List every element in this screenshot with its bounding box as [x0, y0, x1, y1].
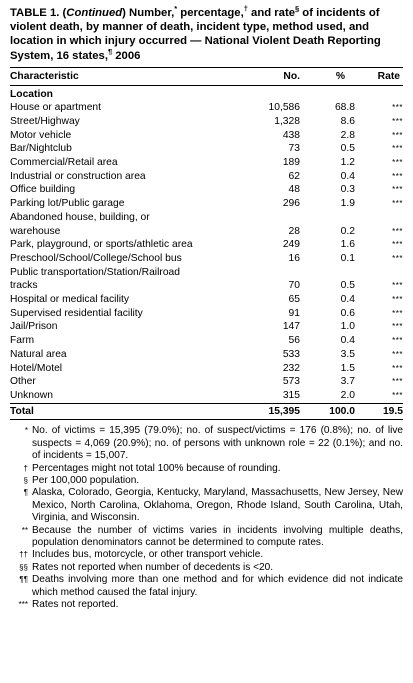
footnote [10, 562, 403, 574]
row-rate: *** [392, 116, 403, 126]
row-rate: *** [392, 308, 403, 318]
row-rate: *** [392, 103, 403, 113]
table-row [10, 129, 403, 143]
table-title [10, 6, 403, 63]
row-label: Motor vehicle [10, 129, 72, 141]
row-percent: 1.0 [340, 321, 355, 333]
table-row [10, 197, 403, 211]
footnote-mark: †† [19, 550, 28, 560]
row-label: Hospital or medical facility [10, 294, 130, 306]
title-part-5: 2006 [112, 49, 141, 62]
total-label: Total [10, 403, 242, 420]
footnote-mark: § [295, 4, 300, 14]
table-row [10, 348, 403, 362]
footnote-mark: *** [18, 600, 28, 610]
footnote [10, 599, 403, 611]
table-row [10, 225, 403, 239]
row-number: 315 [282, 389, 300, 401]
footnote-text: Deaths involving more than one method and for which evidence did not indicate which method caused the fatal injury. [32, 574, 403, 598]
footnote-mark: ** [21, 525, 28, 535]
row-number: 1,328 [274, 115, 300, 127]
row-percent: 1.6 [340, 239, 355, 251]
title-part-3: and rate [247, 7, 295, 19]
title-part-2: percentage, [177, 7, 244, 19]
footnote [10, 425, 403, 462]
table-row [10, 320, 403, 334]
footnote [10, 475, 403, 487]
row-number: 91 [288, 307, 300, 319]
footnote-mark: ¶ [107, 46, 113, 56]
footnote-text: Percentages might not total 100% because of rounding. [32, 462, 281, 474]
column-header-number: No. [242, 67, 300, 85]
footnote [10, 463, 403, 475]
footnote-text: Rates not reported when number of decedents is <20. [32, 561, 273, 573]
row-number: 10,586 [268, 102, 300, 114]
row-rate: *** [392, 253, 403, 263]
total-number: 15,395 [242, 403, 300, 420]
row-rate: *** [392, 199, 403, 209]
title-part-4: of incidents of violent death, by manner of death, incident type, method used, and location in which injury occurred — National Violent Death Reporting System, 16 states, [10, 7, 381, 62]
row-rate: *** [392, 363, 403, 373]
row-rate: *** [392, 322, 403, 332]
row-label: Natural area [10, 348, 67, 360]
table-row [10, 156, 403, 170]
row-number: 56 [288, 335, 300, 347]
table-row [10, 362, 403, 376]
row-rate: *** [392, 171, 403, 181]
table-row [10, 279, 403, 293]
footnote-mark: * [24, 426, 28, 436]
row-label: Supervised residential facility [10, 307, 143, 319]
footnote-mark: ¶ [23, 488, 28, 498]
row-percent: 1.5 [340, 362, 355, 374]
row-number: 70 [288, 280, 300, 292]
row-label: Preschool/School/College/School bus [10, 252, 182, 264]
column-header-rate: Rate [355, 67, 403, 85]
row-label: Abandoned house, building, or [10, 211, 150, 223]
row-label: Street/Highway [10, 115, 80, 127]
row-label: Park, playground, or sports/athletic area [10, 239, 193, 251]
table-row [10, 170, 403, 184]
row-rate: *** [392, 336, 403, 346]
row-number: 28 [288, 225, 300, 237]
table-row [10, 252, 403, 266]
row-number: 65 [288, 294, 300, 306]
row-label: Unknown [10, 389, 53, 401]
row-label: Bar/Nightclub [10, 143, 72, 155]
table-row [10, 389, 403, 403]
row-number: 73 [288, 143, 300, 155]
row-number: 533 [282, 348, 300, 360]
row-label-continued: warehouse [10, 225, 61, 237]
table-row [10, 142, 403, 156]
footnote-mark: † [23, 463, 28, 473]
row-percent: 2.8 [340, 129, 355, 141]
row-rate: *** [392, 158, 403, 168]
title-continued: Continued [66, 7, 123, 19]
row-label: Other [10, 376, 36, 388]
table-row [10, 375, 403, 389]
row-percent: 0.4 [340, 335, 355, 347]
row-number: 16 [288, 252, 300, 264]
total-percent: 100.0 [300, 403, 355, 420]
table-row [10, 101, 403, 115]
row-percent: 0.5 [340, 143, 355, 155]
footnote-mark: ¶¶ [19, 575, 28, 585]
footnote-text: Per 100,000 population. [32, 475, 140, 487]
row-number: 232 [282, 362, 300, 374]
table-row [10, 238, 403, 252]
row-percent: 3.7 [340, 376, 355, 388]
row-percent: 8.6 [340, 115, 355, 127]
column-header-percent: % [300, 67, 355, 85]
row-rate: *** [392, 377, 403, 387]
footnote-text: Alaska, Colorado, Georgia, Kentucky, Maryland, Massachusetts, New Jersey, New Mexico, North Carolina, Oklahoma, Oregon, Rhode Island, South Carolina, Utah, Virginia, and Wisconsin. [32, 487, 403, 524]
title-part-1: ) Number, [122, 7, 175, 19]
footnote-text: Because the number of victims varies in incidents involving multiple deaths, population denominators cannot be determined to compute rates. [32, 524, 403, 549]
row-percent: 0.2 [340, 225, 355, 237]
footnote-mark: † [243, 4, 248, 14]
footnote-mark: § [23, 476, 28, 486]
section-label: Location [10, 88, 53, 100]
footnotes [10, 425, 403, 611]
footnote-text: No. of victims = 15,395 (79.0%); no. of suspect/victims = 176 (0.8%); no. of live suspects = 4,069 (20.9%); no. of persons with unknown role = 22 (0.1%); and no. of incidents = 15,007. [32, 425, 403, 462]
row-number: 62 [288, 170, 300, 182]
row-percent: 1.2 [340, 157, 355, 169]
row-label: House or apartment [10, 102, 102, 114]
table-row [10, 266, 403, 280]
total-rate: 19.5 [355, 403, 403, 420]
data-table [10, 67, 403, 421]
row-percent: 0.1 [340, 252, 355, 264]
row-rate: *** [392, 390, 403, 400]
row-rate: *** [392, 281, 403, 291]
footnote-text: Rates not reported. [32, 599, 119, 611]
row-label: Public transportation/Station/Railroad [10, 266, 180, 278]
row-label: Hotel/Motel [10, 362, 63, 374]
row-percent: 0.4 [340, 294, 355, 306]
table-row [10, 334, 403, 348]
row-percent: 68.8 [334, 102, 355, 114]
row-percent: 0.4 [340, 170, 355, 182]
row-number: 147 [282, 321, 300, 333]
row-rate: *** [392, 185, 403, 195]
row-rate: *** [392, 130, 403, 140]
row-percent: 0.3 [340, 184, 355, 196]
row-percent: 0.6 [340, 307, 355, 319]
row-rate: *** [392, 295, 403, 305]
row-number: 48 [288, 184, 300, 196]
row-label: Office building [10, 184, 76, 196]
row-label-continued: tracks [10, 280, 38, 292]
row-number: 438 [282, 129, 300, 141]
table-row [10, 293, 403, 307]
footnote-mark: * [174, 4, 178, 14]
row-percent: 3.5 [340, 348, 355, 360]
table-body [10, 85, 403, 420]
row-rate: *** [392, 144, 403, 154]
row-rate: *** [392, 226, 403, 236]
row-number: 189 [282, 157, 300, 169]
row-percent: 2.0 [340, 389, 355, 401]
row-percent: 0.5 [340, 280, 355, 292]
row-label: Parking lot/Public garage [10, 198, 125, 210]
table-row [10, 211, 403, 225]
footnote-text: Includes bus, motorcycle, or other transport vehicle. [32, 549, 264, 561]
table-row [10, 183, 403, 197]
table-row [10, 115, 403, 129]
row-label: Jail/Prison [10, 321, 58, 333]
row-number: 249 [282, 239, 300, 251]
row-number: 296 [282, 198, 300, 210]
row-label: Commercial/Retail area [10, 157, 118, 169]
footnote-mark: §§ [19, 562, 28, 572]
footnote [10, 487, 403, 524]
row-rate: *** [392, 240, 403, 250]
column-header-characteristic: Characteristic [10, 67, 242, 85]
footnote [10, 525, 403, 550]
row-label: Farm [10, 335, 35, 347]
row-number: 573 [282, 376, 300, 388]
row-rate: *** [392, 349, 403, 359]
section-row [10, 85, 403, 101]
footnote [10, 574, 403, 599]
table-row [10, 307, 403, 321]
row-percent: 1.9 [340, 198, 355, 210]
title-prefix: TABLE 1. ( [10, 7, 67, 19]
row-label: Industrial or construction area [10, 170, 146, 182]
total-row [10, 403, 403, 420]
footnote [10, 549, 403, 561]
table-header-row [10, 67, 403, 85]
